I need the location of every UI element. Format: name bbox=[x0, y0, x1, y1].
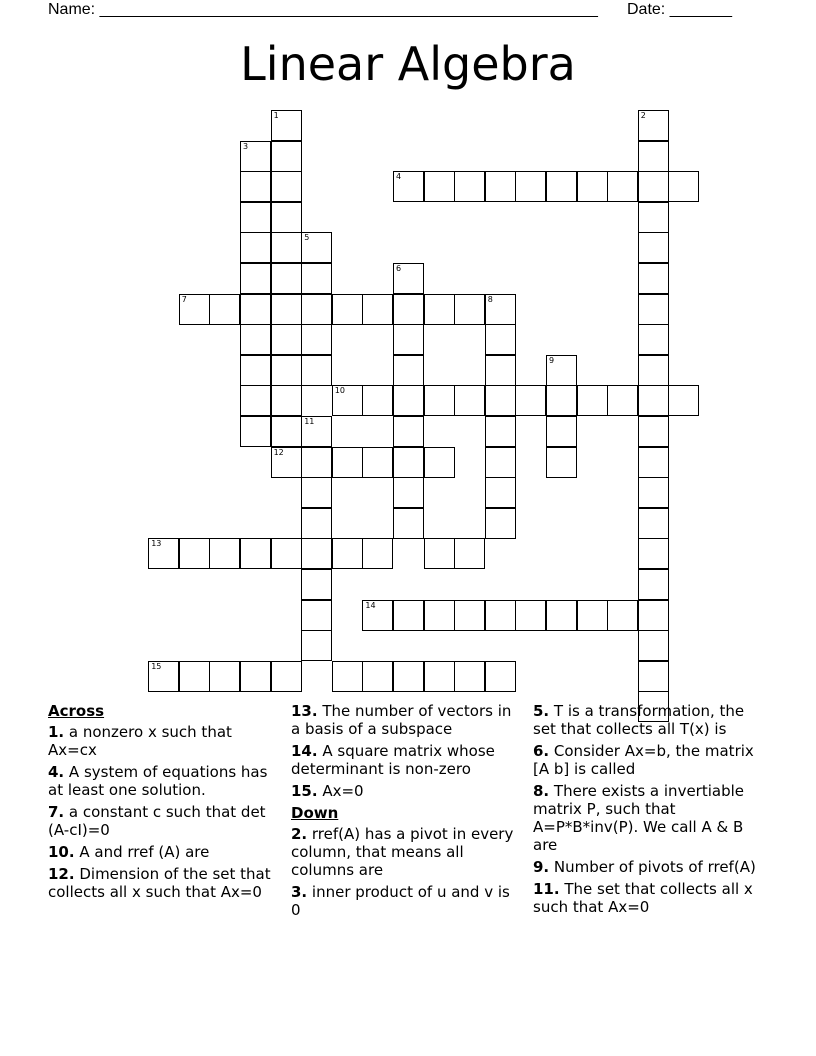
clue-item bbox=[533, 880, 763, 916]
grid-cell[interactable] bbox=[393, 600, 424, 631]
clue-text: There exists a invertiable matrix P, such that A=P*B*inv(P). We call A & B are bbox=[533, 782, 744, 854]
grid-cell[interactable] bbox=[271, 263, 302, 294]
clue-item bbox=[48, 803, 284, 839]
clue-number: 6. bbox=[533, 742, 550, 760]
grid-cell[interactable] bbox=[424, 447, 455, 478]
grid-cell[interactable] bbox=[393, 324, 424, 355]
clue-number: 12. bbox=[48, 865, 75, 883]
grid-cell[interactable] bbox=[485, 324, 516, 355]
grid-cell[interactable] bbox=[485, 294, 516, 325]
grid-cell[interactable] bbox=[577, 600, 608, 631]
grid-cell[interactable] bbox=[485, 600, 516, 631]
grid-cell[interactable] bbox=[240, 263, 271, 294]
grid-cell[interactable] bbox=[179, 661, 210, 692]
clue-item bbox=[291, 782, 523, 800]
grid-cell[interactable] bbox=[301, 600, 332, 631]
clue-number: 13 bbox=[151, 539, 162, 549]
grid-cell[interactable] bbox=[148, 538, 179, 569]
grid-cell[interactable] bbox=[638, 600, 669, 631]
grid-cell[interactable] bbox=[240, 385, 271, 416]
grid-cell[interactable] bbox=[362, 447, 393, 478]
grid-cell[interactable] bbox=[485, 355, 516, 386]
grid-cell[interactable] bbox=[638, 355, 669, 386]
grid-cell[interactable] bbox=[546, 447, 577, 478]
grid-cell[interactable] bbox=[393, 661, 424, 692]
grid-cell[interactable] bbox=[362, 538, 393, 569]
grid-cell[interactable] bbox=[209, 294, 240, 325]
across-heading: Across bbox=[48, 702, 105, 720]
clue-number: 12 bbox=[273, 447, 284, 457]
clue-item bbox=[48, 763, 284, 799]
grid-cell[interactable] bbox=[607, 600, 638, 631]
clue-item bbox=[48, 723, 284, 759]
grid-cell[interactable] bbox=[301, 263, 332, 294]
grid-cell[interactable] bbox=[546, 600, 577, 631]
grid-cell[interactable] bbox=[240, 232, 271, 263]
grid-cell[interactable] bbox=[638, 569, 669, 600]
grid-cell[interactable] bbox=[271, 324, 302, 355]
grid-cell[interactable] bbox=[393, 447, 424, 478]
down-clue-list bbox=[291, 825, 523, 919]
clue-number: 9 bbox=[549, 355, 555, 365]
across-clue-list-continued bbox=[291, 702, 523, 800]
grid-cell[interactable] bbox=[393, 171, 424, 202]
grid-cell[interactable] bbox=[515, 171, 546, 202]
clue-number: 15 bbox=[151, 661, 162, 671]
clue-text: A and rref (A) are bbox=[74, 843, 210, 861]
clue-number: 4. bbox=[48, 763, 65, 781]
grid-cell[interactable] bbox=[301, 416, 332, 447]
clues-column-1 bbox=[48, 702, 284, 905]
clue-item bbox=[48, 843, 284, 861]
clues-column-3 bbox=[533, 702, 763, 920]
grid-cell[interactable] bbox=[179, 294, 210, 325]
grid-cell[interactable] bbox=[515, 385, 546, 416]
grid-cell[interactable] bbox=[638, 294, 669, 325]
grid-cell[interactable] bbox=[301, 232, 332, 263]
grid-cell[interactable] bbox=[271, 202, 302, 233]
grid-cell[interactable] bbox=[271, 171, 302, 202]
grid-cell[interactable] bbox=[301, 355, 332, 386]
clue-number: 14 bbox=[365, 600, 376, 610]
grid-cell[interactable] bbox=[454, 385, 485, 416]
grid-cell[interactable] bbox=[638, 324, 669, 355]
clue-number: 3. bbox=[291, 883, 308, 901]
grid-cell[interactable] bbox=[485, 477, 516, 508]
clue-text: T is a transformation, the set that collects all T(x) is bbox=[533, 702, 745, 738]
clue-number: 3 bbox=[243, 141, 249, 151]
grid-cell[interactable] bbox=[332, 294, 363, 325]
clue-text: Dimension of the set that collects all x such that Ax=0 bbox=[48, 865, 271, 901]
grid-cell[interactable] bbox=[638, 202, 669, 233]
clue-number: 7. bbox=[48, 803, 65, 821]
date-field[interactable]: Date: _______ bbox=[627, 1, 732, 18]
grid-cell[interactable] bbox=[393, 294, 424, 325]
grid-cell[interactable] bbox=[424, 661, 455, 692]
grid-cell[interactable] bbox=[332, 661, 363, 692]
grid-cell[interactable] bbox=[546, 385, 577, 416]
clue-text: Number of pivots of rref(A) bbox=[549, 858, 756, 876]
grid-cell[interactable] bbox=[638, 416, 669, 447]
down-heading: Down bbox=[291, 804, 339, 822]
grid-cell[interactable] bbox=[209, 661, 240, 692]
grid-cell[interactable] bbox=[454, 538, 485, 569]
grid-cell[interactable] bbox=[240, 661, 271, 692]
grid-cell[interactable] bbox=[454, 661, 485, 692]
grid-cell[interactable] bbox=[271, 355, 302, 386]
grid-cell[interactable] bbox=[301, 508, 332, 539]
grid-cell[interactable] bbox=[393, 263, 424, 294]
grid-cell[interactable] bbox=[485, 171, 516, 202]
grid-cell[interactable] bbox=[271, 110, 302, 141]
clue-number: 8 bbox=[487, 294, 493, 304]
clue-number: 15. bbox=[291, 782, 318, 800]
grid-cell[interactable] bbox=[638, 232, 669, 263]
grid-cell[interactable] bbox=[546, 416, 577, 447]
grid-cell[interactable] bbox=[424, 385, 455, 416]
grid-cell[interactable] bbox=[271, 232, 302, 263]
clue-number: 7 bbox=[181, 294, 187, 304]
grid-cell[interactable] bbox=[240, 538, 271, 569]
grid-cell[interactable] bbox=[577, 385, 608, 416]
clue-number: 14. bbox=[291, 742, 318, 760]
grid-cell[interactable] bbox=[271, 141, 302, 172]
grid-cell[interactable] bbox=[362, 661, 393, 692]
grid-cell[interactable] bbox=[424, 600, 455, 631]
across-clue-list bbox=[48, 723, 284, 901]
grid-cell[interactable] bbox=[240, 324, 271, 355]
down-clue-list-continued bbox=[533, 702, 763, 916]
clue-number: 2 bbox=[640, 111, 646, 120]
grid-cell[interactable] bbox=[271, 294, 302, 325]
grid-cell[interactable] bbox=[424, 171, 455, 202]
clue-number: 4 bbox=[396, 172, 402, 182]
grid-cell[interactable] bbox=[271, 416, 302, 447]
clue-text: The set that collects all x such that Ax=0 bbox=[533, 880, 753, 916]
grid-cell[interactable] bbox=[301, 569, 332, 600]
grid-cell[interactable] bbox=[485, 508, 516, 539]
clue-text: Consider Ax=b, the matrix [A b] is called bbox=[533, 742, 754, 778]
grid-cell[interactable] bbox=[179, 538, 210, 569]
grid-cell[interactable] bbox=[362, 385, 393, 416]
grid-cell[interactable] bbox=[668, 171, 699, 202]
clue-item bbox=[533, 702, 763, 738]
grid-cell[interactable] bbox=[362, 600, 393, 631]
grid-cell[interactable] bbox=[271, 661, 302, 692]
grid-cell[interactable] bbox=[638, 508, 669, 539]
clue-text: The number of vectors in a basis of a subspace bbox=[291, 702, 512, 738]
name-field[interactable]: Name: ________________________________________________________ bbox=[48, 1, 598, 18]
clue-number: 11 bbox=[304, 417, 315, 426]
clue-number: 9. bbox=[533, 858, 550, 876]
grid-cell[interactable] bbox=[301, 630, 332, 661]
grid-cell[interactable] bbox=[577, 171, 608, 202]
clues-column-2 bbox=[291, 702, 523, 923]
clue-number: 1. bbox=[48, 723, 65, 741]
clue-number: 1 bbox=[273, 111, 279, 120]
grid-cell[interactable] bbox=[485, 416, 516, 447]
clue-number: 13. bbox=[291, 702, 318, 720]
grid-cell[interactable] bbox=[638, 141, 669, 172]
clue-item bbox=[291, 825, 523, 879]
grid-cell[interactable] bbox=[668, 385, 699, 416]
grid-cell[interactable] bbox=[454, 600, 485, 631]
grid-cell[interactable] bbox=[301, 538, 332, 569]
grid-cell[interactable] bbox=[546, 171, 577, 202]
grid-cell[interactable] bbox=[424, 294, 455, 325]
clue-item bbox=[291, 702, 523, 738]
clue-number: 10. bbox=[48, 843, 75, 861]
grid-cell[interactable] bbox=[424, 538, 455, 569]
clue-item bbox=[533, 858, 763, 876]
clue-number: 2. bbox=[291, 825, 308, 843]
grid-cell[interactable] bbox=[393, 385, 424, 416]
grid-cell[interactable] bbox=[240, 416, 271, 447]
clue-item bbox=[533, 782, 763, 854]
grid-cell[interactable] bbox=[454, 171, 485, 202]
clue-text: A square matrix whose determinant is non-zero bbox=[291, 742, 495, 778]
grid-cell[interactable] bbox=[332, 385, 363, 416]
grid-cell[interactable] bbox=[485, 385, 516, 416]
grid-cell[interactable] bbox=[148, 661, 179, 692]
grid-cell[interactable] bbox=[485, 661, 516, 692]
clue-number: 5. bbox=[533, 702, 550, 720]
clue-text: a nonzero x such that Ax=cx bbox=[48, 723, 232, 759]
grid-cell[interactable] bbox=[638, 538, 669, 569]
clue-number: 6 bbox=[396, 264, 402, 273]
clue-number: 8. bbox=[533, 782, 550, 800]
grid-cell[interactable] bbox=[393, 355, 424, 386]
clue-number: 5 bbox=[304, 233, 310, 243]
grid-cell[interactable] bbox=[638, 477, 669, 508]
grid-cell[interactable] bbox=[638, 110, 669, 141]
clue-number: 10 bbox=[334, 386, 345, 396]
grid-cell[interactable] bbox=[638, 447, 669, 478]
grid-cell[interactable] bbox=[362, 294, 393, 325]
grid-cell[interactable] bbox=[393, 416, 424, 447]
grid-cell[interactable] bbox=[607, 385, 638, 416]
grid-cell[interactable] bbox=[638, 263, 669, 294]
grid-cell[interactable] bbox=[332, 538, 363, 569]
grid-cell[interactable] bbox=[271, 385, 302, 416]
clue-text: inner product of u and v is 0 bbox=[291, 883, 510, 919]
grid-cell[interactable] bbox=[332, 447, 363, 478]
grid-cell[interactable] bbox=[240, 141, 271, 172]
grid-cell[interactable] bbox=[638, 171, 669, 202]
grid-cell[interactable] bbox=[271, 538, 302, 569]
grid-cell[interactable] bbox=[393, 508, 424, 539]
clue-number: 11. bbox=[533, 880, 560, 898]
grid-cell[interactable] bbox=[271, 447, 302, 478]
clue-text: a constant c such that det (A-cI)=0 bbox=[48, 803, 266, 839]
grid-cell[interactable] bbox=[515, 600, 546, 631]
grid-cell[interactable] bbox=[240, 202, 271, 233]
grid-cell[interactable] bbox=[393, 477, 424, 508]
grid-cell[interactable] bbox=[546, 355, 577, 386]
grid-cell[interactable] bbox=[240, 355, 271, 386]
grid-cell[interactable] bbox=[485, 447, 516, 478]
clue-item bbox=[291, 742, 523, 778]
clue-item bbox=[533, 742, 763, 778]
grid-cell[interactable] bbox=[301, 477, 332, 508]
clue-text: A system of equations has at least one solution. bbox=[48, 763, 268, 799]
clue-item bbox=[291, 883, 523, 919]
grid-cell[interactable] bbox=[638, 385, 669, 416]
grid-cell[interactable] bbox=[638, 630, 669, 661]
grid-cell[interactable] bbox=[638, 661, 669, 692]
clue-text: rref(A) has a pivot in every column, that means all columns are bbox=[291, 825, 514, 879]
clue-item bbox=[48, 865, 284, 901]
puzzle-title: Linear Algebra bbox=[240, 37, 576, 91]
grid-cell[interactable] bbox=[301, 447, 332, 478]
grid-cell[interactable] bbox=[209, 538, 240, 569]
clue-text: Ax=0 bbox=[317, 782, 364, 800]
grid-cell[interactable] bbox=[301, 294, 332, 325]
grid-cell[interactable] bbox=[454, 294, 485, 325]
grid-cell[interactable] bbox=[301, 324, 332, 355]
grid-cell[interactable] bbox=[240, 171, 271, 202]
grid-cell[interactable] bbox=[240, 294, 271, 325]
grid-cell[interactable] bbox=[607, 171, 638, 202]
